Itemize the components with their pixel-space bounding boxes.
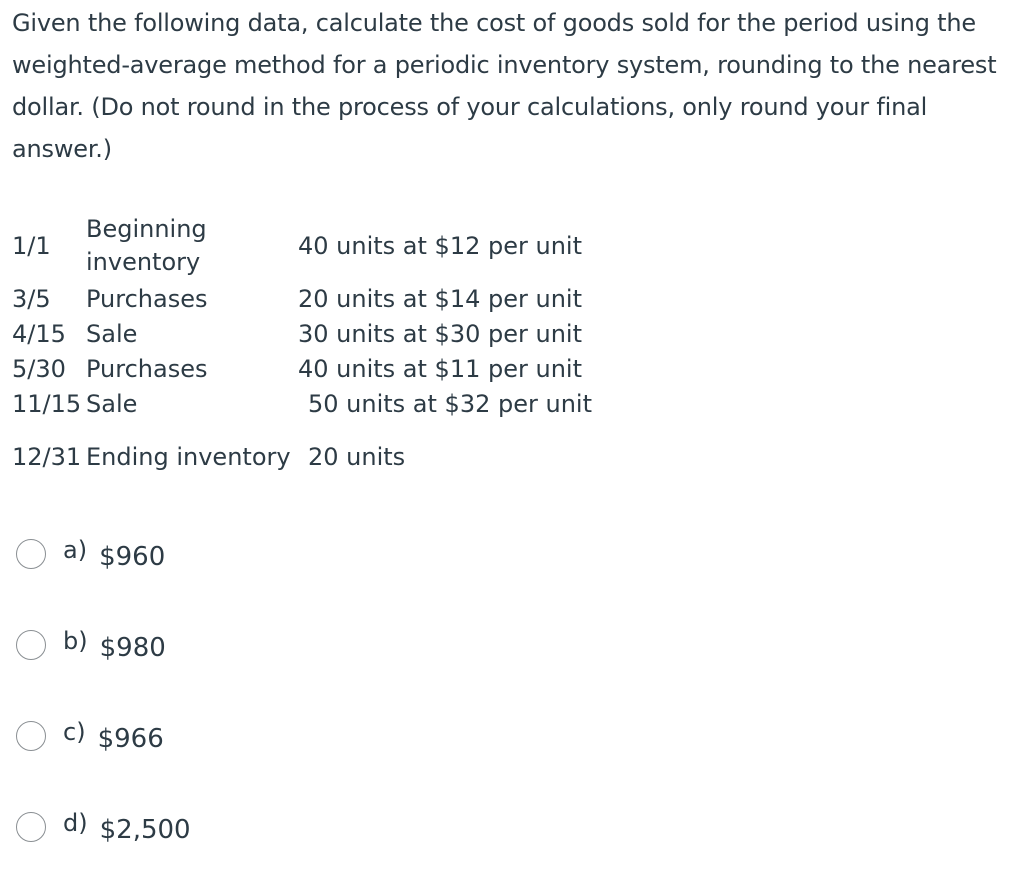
row-date: 1/1: [12, 231, 51, 260]
row-date: 11/15: [12, 390, 82, 418]
answer-letter: a): [63, 536, 88, 564]
answer-value: $980: [99, 633, 166, 663]
answer-option-d[interactable]: [16, 803, 191, 894]
row-description: Purchases: [86, 285, 208, 313]
table-row: [12, 422, 592, 492]
table-row: [12, 387, 592, 422]
answer-letter: c): [63, 718, 86, 746]
row-detail: 40 units at $12 per unit: [298, 231, 582, 260]
row-detail: 30 units at $30 per unit: [298, 320, 582, 348]
row-detail: 50 units at $32 per unit: [308, 390, 592, 418]
row-detail: 20 units: [308, 442, 406, 471]
row-date: 12/31: [12, 442, 82, 471]
table-row: [12, 317, 592, 352]
row-description: Beginning inventory: [86, 215, 207, 276]
answer-value: $966: [97, 724, 164, 754]
table-row: [12, 352, 592, 387]
row-description: Sale: [86, 320, 138, 348]
answer-letter: b): [63, 627, 88, 655]
answer-option-a[interactable]: [16, 530, 191, 621]
row-description: Ending inventory: [86, 442, 291, 471]
answer-letter: d): [63, 809, 88, 837]
row-date: 3/5: [12, 285, 51, 313]
radio-button-d[interactable]: [16, 812, 46, 842]
row-description: Purchases: [86, 355, 208, 383]
row-date: 4/15: [12, 320, 66, 348]
answer-choices: [16, 530, 191, 894]
table-row: [12, 282, 592, 317]
answer-option-b[interactable]: [16, 621, 191, 712]
table-row: [12, 210, 592, 282]
answer-value: $960: [99, 542, 166, 572]
radio-button-a[interactable]: [16, 539, 46, 569]
inventory-data-table: [12, 210, 592, 492]
row-detail: 20 units at $14 per unit: [298, 285, 582, 313]
row-description: Sale: [86, 390, 138, 418]
answer-value: $2,500: [99, 815, 191, 845]
radio-button-c[interactable]: [16, 721, 46, 751]
question-text: Given the following data, calculate the cost of goods sold for the period using the weighted-average method for a periodic inventory system, rounding to the nearest dollar. (Do not round in the process of your calculations, only round your final answer.): [12, 9, 997, 163]
row-date: 5/30: [12, 355, 66, 383]
answer-option-c[interactable]: [16, 712, 191, 803]
radio-button-b[interactable]: [16, 630, 46, 660]
row-detail: 40 units at $11 per unit: [298, 355, 582, 383]
